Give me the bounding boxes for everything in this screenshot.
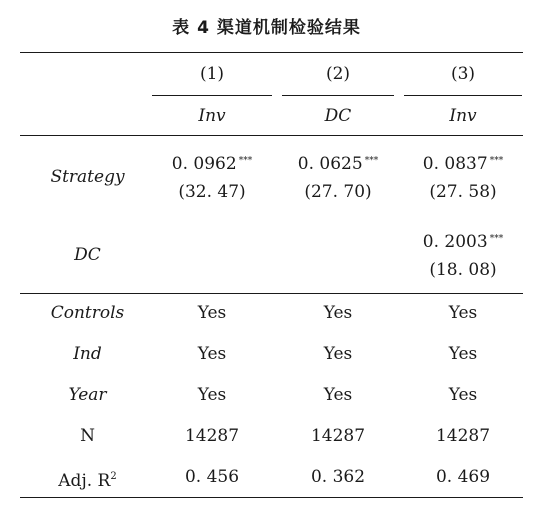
r2-1: 0. 456 [184, 467, 240, 487]
strategy-coef-3 [404, 151, 522, 174]
coef-value: 0. 2003 [422, 232, 488, 252]
top-rule [20, 52, 523, 53]
controls-2: Yes [323, 303, 353, 323]
dc-t-3: (18. 08) [429, 260, 497, 280]
ind-1: Yes [197, 344, 227, 364]
significance-stars: *** [489, 156, 504, 166]
controls-1: Yes [197, 303, 227, 323]
col1-depvar: Inv [198, 106, 226, 126]
coef-value: 0. 0625 [297, 154, 363, 174]
row-label-ind: Ind [73, 344, 102, 364]
year-1: Yes [197, 385, 227, 405]
row-label-dc: DC [74, 245, 101, 265]
r2-2: 0. 362 [310, 467, 366, 487]
coef-value: 0. 0962 [171, 154, 237, 174]
significance-stars: *** [238, 156, 253, 166]
strategy-t-1: (32. 47) [178, 182, 246, 202]
ind-3: Yes [448, 344, 478, 364]
dc-coef-3 [404, 229, 522, 252]
row-label-adj-r2 [20, 467, 155, 491]
ind-2: Yes [323, 344, 353, 364]
mid-rule [20, 293, 523, 294]
squared-superscript: 2 [110, 471, 117, 482]
n-2: 14287 [310, 426, 366, 446]
col2-number: (2) [325, 64, 351, 84]
significance-stars: *** [364, 156, 379, 166]
strategy-t-2: (27. 70) [304, 182, 372, 202]
adj-r-label: Adj. R [58, 471, 111, 491]
year-3: Yes [448, 385, 478, 405]
year-2: Yes [323, 385, 353, 405]
col3-depvar: Inv [449, 106, 477, 126]
row-label-n: N [80, 426, 95, 446]
strategy-t-3: (27. 58) [429, 182, 497, 202]
col1-underline [152, 95, 272, 96]
row-label-year: Year [68, 385, 107, 405]
row-label-strategy: Strategy [50, 167, 125, 187]
strategy-coef-1 [152, 151, 272, 174]
controls-3: Yes [448, 303, 478, 323]
col2-depvar: DC [324, 106, 352, 126]
col1-number: (1) [199, 64, 225, 84]
r2-3: 0. 469 [435, 467, 491, 487]
n-1: 14287 [184, 426, 240, 446]
table-title: 表 4 渠道机制检验结果 [172, 18, 361, 38]
significance-stars: *** [489, 234, 504, 244]
n-3: 14287 [435, 426, 491, 446]
header-rule [20, 135, 523, 136]
strategy-coef-2 [282, 151, 394, 174]
row-label-controls: Controls [50, 303, 125, 323]
col3-number: (3) [450, 64, 476, 84]
col3-underline [404, 95, 522, 96]
coef-value: 0. 0837 [422, 154, 488, 174]
col2-underline [282, 95, 394, 96]
bottom-rule [20, 497, 523, 498]
